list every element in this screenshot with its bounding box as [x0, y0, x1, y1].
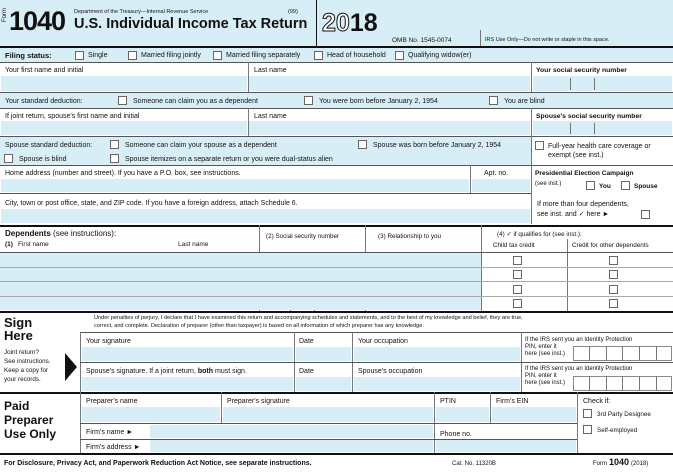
ssn-input[interactable]: [533, 76, 672, 91]
preparer-name-label: Preparer's name: [86, 398, 138, 405]
form-number: 1040: [9, 6, 66, 36]
spouse-occupation-label: Spouse's occupation: [358, 368, 423, 375]
ptin-input[interactable]: [436, 407, 489, 422]
sign-note-1: Joint return?: [4, 349, 40, 356]
city-label: City, town or post office, state, and ZIP code. If you have a foreign address, attach Schedule 6.: [5, 200, 298, 207]
other-dependents-checkbox[interactable]: [609, 299, 618, 308]
campaign-spouse-checkbox[interactable]: [621, 181, 630, 190]
tax-year: [322, 10, 378, 43]
penalty-text-1: Under penalties of perjury, I declare that I have examined this return and accompanying schedules and statements, and to the best of my knowledge and belief, they are true,: [94, 315, 523, 321]
other-dependents-checkbox[interactable]: [609, 256, 618, 265]
footer-form-number: 1040: [608, 457, 629, 467]
child-tax-credit-checkbox[interactable]: [513, 285, 522, 294]
blind-label: You are blind: [504, 98, 545, 105]
spouse-blind-label: Spouse is blind: [19, 156, 67, 163]
dependent-row[interactable]: [0, 282, 481, 296]
occupation-label: Your occupation: [358, 338, 408, 345]
dep-col1-first: First name: [18, 241, 49, 248]
health-coverage-checkbox[interactable]: [535, 141, 544, 150]
married-jointly-checkbox[interactable]: [128, 51, 137, 60]
form-code: (99): [288, 9, 298, 15]
sign-title-2: Here: [4, 328, 33, 343]
dep-col4a: Child tax credit: [493, 242, 535, 249]
occupation-input[interactable]: [354, 347, 520, 361]
dependents-title-rest: (see instructions):: [53, 229, 117, 238]
dep-col4b: Credit for other dependents: [572, 242, 649, 249]
head-of-household-label: Head of household: [327, 52, 386, 59]
last-name-label: Last name: [254, 67, 287, 74]
spouse-pin-label-1: If the IRS sent you an Identity Protection: [525, 366, 633, 372]
third-party-checkbox[interactable]: [583, 409, 592, 418]
born-before-label: You were born before January 2, 1954: [319, 98, 438, 105]
spouse-last-name-label: Last name: [254, 113, 287, 120]
dep-col3: (3) Relationship to you: [378, 233, 442, 240]
blind-checkbox[interactable]: [489, 96, 498, 105]
irs-use-only: IRS Use Only—Do not write or staple in this space.: [485, 37, 610, 43]
first-name-label: Your first name and initial: [5, 67, 84, 74]
qualifying-widow-checkbox[interactable]: [395, 51, 404, 60]
phone-input[interactable]: [436, 440, 576, 452]
self-employed-checkbox[interactable]: [583, 425, 592, 434]
dep-col1-num: (1): [5, 241, 13, 248]
firm-name-label: Firm's name ►: [86, 429, 134, 436]
campaign-see: (see inst.): [535, 181, 562, 187]
child-tax-credit-checkbox[interactable]: [513, 256, 522, 265]
head-of-household-checkbox[interactable]: [314, 51, 323, 60]
form-title: U.S. Individual Income Tax Return: [74, 16, 308, 32]
spouse-itemizes-checkbox[interactable]: [110, 154, 119, 163]
claimed-dependent-checkbox[interactable]: [118, 96, 127, 105]
dependents-title-bold: Dependents: [5, 229, 51, 238]
form-word: Form: [2, 8, 8, 22]
sign-note-4: your records.: [4, 376, 41, 383]
sign-note-3: Keep a copy for: [4, 367, 49, 374]
preparer-title-3: Use Only: [4, 427, 57, 441]
date-label: Date: [299, 338, 314, 345]
dependents-title: [5, 229, 116, 238]
preparer-title-2: Preparer: [4, 413, 54, 427]
qualifying-widow-label: Qualifying widow(er): [408, 52, 472, 59]
spouse-deduction-label: Spouse standard deduction:: [5, 142, 93, 149]
last-name-input[interactable]: [249, 76, 530, 91]
spouse-first-name-input[interactable]: [1, 121, 247, 135]
sign-title-1: Sign: [4, 315, 33, 330]
pin-label-1: If the IRS sent you an Identity Protection: [525, 337, 633, 343]
other-dependents-checkbox[interactable]: [609, 270, 618, 279]
spouse-itemizes-label: Spouse itemizes on a separate return or you were dual-status alien: [125, 156, 333, 163]
footer-form-word: Form: [593, 461, 607, 467]
city-input[interactable]: [1, 209, 530, 223]
health-coverage-label-1: Full-year health care coverage or exempt (see inst.): [548, 143, 651, 159]
married-separately-label: Married filing separately: [226, 52, 301, 59]
campaign-you-label: You: [599, 183, 611, 190]
department: Department of the Treasury—Internal Revenue Service: [74, 9, 209, 15]
apt-input[interactable]: [472, 179, 530, 192]
preparer-name-input[interactable]: [82, 407, 220, 422]
campaign-you-checkbox[interactable]: [586, 181, 595, 190]
firm-name-input[interactable]: [150, 425, 433, 438]
more-dependents-checkbox[interactable]: [641, 210, 650, 219]
single-label: Single: [88, 52, 108, 59]
spouse-ssn-input[interactable]: [533, 121, 672, 135]
spouse-first-name-label: If joint return, spouse's first name and initial: [5, 113, 140, 120]
footer-notice: For Disclosure, Privacy Act, and Paperwork Reduction Act Notice, see separate instructions.: [4, 460, 312, 467]
home-address-input[interactable]: [1, 179, 469, 192]
spouse-signature-input[interactable]: [82, 377, 293, 391]
ssn-label: Your social security number: [536, 67, 627, 74]
preparer-signature-label: Preparer's signature: [227, 398, 290, 405]
spouse-occupation-input[interactable]: [354, 377, 520, 391]
your-deduction-label: Your standard deduction:: [5, 98, 83, 105]
firm-address-input[interactable]: [150, 440, 433, 452]
single-checkbox[interactable]: [75, 51, 84, 60]
penalty-text-2: correct, and complete. Declaration of preparer (other than taxpayer) is based on all information of which preparer has any knowledge.: [94, 323, 424, 329]
spouse-pin-label-3: here (see inst.): [525, 380, 566, 386]
married-separately-checkbox[interactable]: [213, 51, 222, 60]
born-before-checkbox[interactable]: [304, 96, 313, 105]
first-name-input[interactable]: [1, 76, 247, 91]
spouse-born-before-checkbox[interactable]: [358, 140, 367, 149]
firm-address-label: Firm's address ►: [86, 444, 141, 451]
third-party-label: 3rd Party Designee: [597, 411, 651, 418]
footer-form: [593, 458, 648, 469]
child-tax-credit-checkbox[interactable]: [513, 270, 522, 279]
firm-ein-label: Firm's EIN: [496, 398, 529, 405]
spouse-born-before-label: Spouse was born before January 2, 1954: [373, 142, 502, 149]
pin-label-3: here (see inst.): [525, 351, 566, 357]
spouse-claimed-label: Someone can claim your spouse as a dependent: [125, 142, 277, 149]
dep-col1-last: Last name: [178, 241, 209, 248]
ptin-label: PTIN: [440, 398, 456, 405]
filing-status-label: Filing status:: [5, 51, 52, 60]
spouse-signature-a: Spouse's signature. If a joint return,: [86, 368, 196, 375]
sign-note-2: See instructions.: [4, 358, 51, 365]
omb-number: OMB No. 1545-0074: [392, 37, 452, 44]
spouse-signature-b: both: [197, 368, 214, 375]
spouse-claimed-checkbox[interactable]: [110, 140, 119, 149]
preparer-title-1: Paid: [4, 399, 30, 413]
spouse-blind-checkbox[interactable]: [4, 154, 13, 163]
dependent-row[interactable]: [0, 253, 481, 267]
your-signature-input[interactable]: [82, 347, 293, 361]
your-signature-label: Your signature: [86, 338, 131, 345]
date-input[interactable]: [296, 347, 351, 361]
dep-col4: (4) ✓ if qualifies for (see inst.):: [497, 231, 582, 238]
more-dependents-1: If more than four dependents,: [537, 201, 629, 208]
spouse-signature-c: must sign.: [214, 368, 247, 375]
claimed-dependent-label: Someone can claim you as a dependent: [133, 98, 258, 105]
spouse-date-input[interactable]: [296, 377, 351, 391]
firm-ein-input[interactable]: [492, 407, 576, 422]
phone-label: Phone no.: [440, 431, 472, 438]
sign-arrow-icon: [65, 353, 77, 381]
pin-label-2: PIN, enter it: [525, 344, 557, 350]
preparer-signature-input[interactable]: [223, 407, 433, 422]
dep-col2: (2) Social security number: [266, 233, 340, 240]
child-tax-credit-checkbox[interactable]: [513, 299, 522, 308]
spouse-date-label: Date: [299, 368, 314, 375]
year-bold: 18: [349, 9, 378, 37]
home-address-label: Home address (number and street). If you have a P.O. box, see instructions.: [5, 170, 241, 177]
self-employed-label: Self-employed: [597, 427, 638, 434]
dependent-row[interactable]: [0, 297, 481, 310]
spouse-signature-label: [86, 367, 247, 376]
other-dependents-checkbox[interactable]: [609, 285, 618, 294]
dependent-row[interactable]: [0, 268, 481, 281]
campaign-spouse-label: Spouse: [634, 183, 658, 190]
spouse-ssn-label: Spouse's social security number: [536, 113, 642, 120]
spouse-pin-label-2: PIN, enter it: [525, 373, 557, 379]
footer-form-year: (2018): [630, 461, 649, 467]
apt-label: Apt. no.: [484, 170, 509, 177]
year-outline: 20: [322, 9, 350, 37]
more-dependents-2: see inst. and ✓ here ►: [537, 211, 610, 218]
check-if-label: Check if:: [583, 398, 611, 405]
married-jointly-label: Married filing jointly: [141, 52, 201, 59]
footer-cat: Cat. No. 11320B: [452, 461, 496, 467]
spouse-last-name-input[interactable]: [249, 121, 530, 135]
campaign-title: Presidential Election Campaign: [535, 170, 634, 177]
